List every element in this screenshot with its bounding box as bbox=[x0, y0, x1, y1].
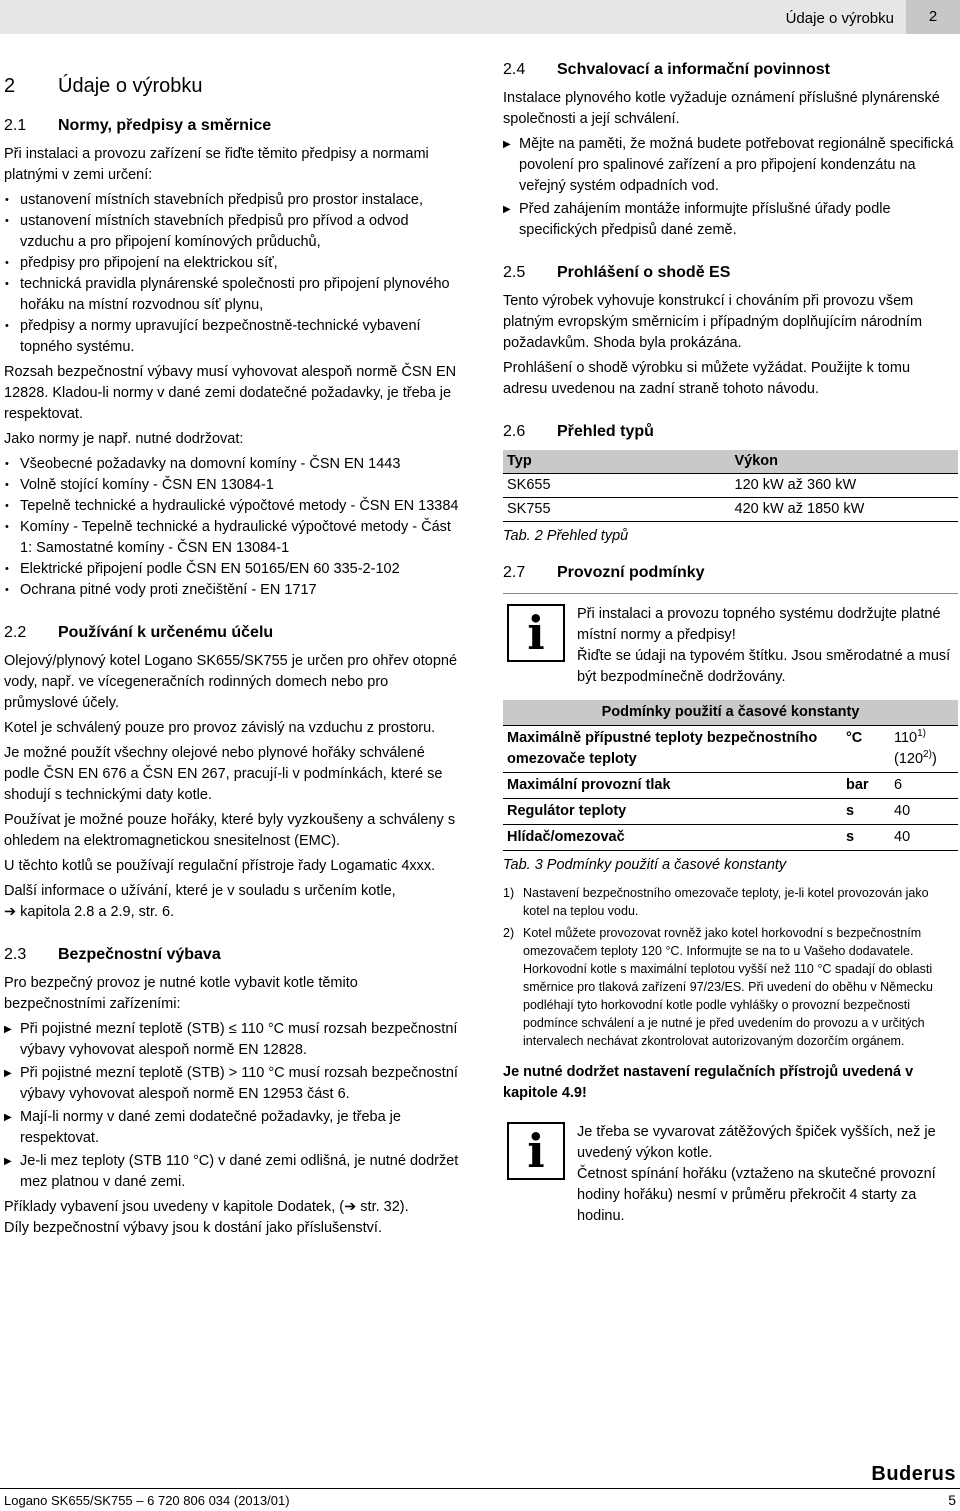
footer-divider bbox=[0, 1488, 960, 1489]
table-header-cell: Typ bbox=[503, 450, 731, 474]
section-2-3-heading: 2.3 Bezpečnostní výbava bbox=[4, 946, 221, 963]
paragraph: Při instalaci a provozu zařízení se řiďte těmito předpisy a normami platnými v zemi určení: bbox=[4, 146, 429, 183]
header-title: Údaje o výrobku bbox=[785, 10, 894, 27]
table-cell-label: Regulátor teploty bbox=[503, 799, 842, 825]
list-item: • Ochrana pitné vody proti znečištění - EN 1717 bbox=[4, 580, 462, 601]
conditions-table bbox=[503, 700, 958, 851]
table-cell-unit: °C bbox=[842, 726, 890, 773]
paragraph: Je možné použít všechny olejové nebo plynové hořáky schválené podle ČSN EN 676 a ČSN EN 267, pracují-li v podmínkách, které se shodují s technickými daty kotle. bbox=[4, 745, 443, 803]
table-cell-label: Hlídač/omezovač bbox=[503, 825, 842, 851]
section-2-4-heading: 2.4 Schvalovací a informační povinnost bbox=[503, 61, 830, 78]
note-text: Četnost spínání hořáku (vztaženo na skutečné provozní hodiny hořáku) nesmí v průměru překročit 4 starty za hodinu. bbox=[577, 1166, 936, 1224]
approval-list bbox=[503, 134, 958, 241]
table-row bbox=[503, 498, 958, 522]
footer-document-id: Logano SK655/SK755 – 6 720 806 034 (2013/01) bbox=[4, 1493, 290, 1508]
header-bar bbox=[0, 0, 960, 34]
info-note bbox=[503, 593, 958, 688]
table-cell: SK655 bbox=[503, 474, 731, 498]
table-caption: Tab. 2 Přehled typů bbox=[503, 528, 629, 544]
paragraph: Pro bezpečný provoz je nutné kotle vybavit kotle těmito bezpečnostními zařízeními: bbox=[4, 975, 358, 1012]
regulations-list bbox=[4, 190, 462, 358]
table-cell: 420 kW až 1850 kW bbox=[731, 498, 959, 522]
list-item: • Tepelně technické a hydraulické výpočtové metody - ČSN EN 13384 bbox=[4, 496, 462, 517]
left-column bbox=[4, 58, 462, 1243]
table-cell-unit: bar bbox=[842, 773, 890, 799]
list-item: • technická pravidla plynárenské společnosti pro připojení plynového hořáku na místní rozvodnou síť plynu, bbox=[4, 274, 462, 316]
table-cell-label: Maximální provozní tlak bbox=[503, 773, 842, 799]
note-text: Je třeba se vyvarovat zátěžových špiček vyšších, než je uvedený výkon kotle. bbox=[577, 1124, 936, 1161]
info-icon: i bbox=[507, 1122, 565, 1180]
paragraph: Používat je možné pouze hořáky, které byly vyzkoušeny a schváleny s ohledem na elektromagnetickou snesitelnost (EMC). bbox=[4, 812, 456, 849]
list-item: ▶ Mějte na paměti, že možná budete potřebovat regionálně specifická povolení pro spalinové zařízení a pro připojení kondenzátu na veřejný systém odpadních vod. bbox=[503, 134, 958, 197]
paragraph: Olejový/plynový kotel Logano SK655/SK755 je určen pro ohřev otopné vody, např. ve vícegeneračních rodinných domech nebo pro průmyslové účely. bbox=[4, 653, 458, 711]
paragraph: Rozsah bezpečnostní výbavy musí vyhovovat alespoň normě ČSN EN 12828. Kladou-li normy v dané zemi dodatečné požadavky, je třeba je respektovat. bbox=[4, 364, 457, 422]
list-item: ▶ Mají-li normy v dané zemi dodatečné požadavky, je třeba je respektovat. bbox=[4, 1107, 462, 1149]
list-item: ▶ Při pojistné mezní teplotě (STB) ≤ 110 °C musí rozsah bezpečnostní výbavy vyhovovat alespoň normě EN 12828. bbox=[4, 1019, 462, 1061]
table-cell: 120 kW až 360 kW bbox=[731, 474, 959, 498]
paragraph: Kotel je schválený pouze pro provoz závislý na vzduchu z prostoru. bbox=[4, 720, 436, 736]
chapter-number: 2 bbox=[906, 0, 960, 34]
bold-instruction: Je nutné dodržet nastavení regulačních přístrojů uvedená v kapitole 4.9! bbox=[503, 1064, 914, 1101]
section-2-5-heading: 2.5 Prohlášení o shodě ES bbox=[503, 264, 731, 281]
footnote: 2) Kotel můžete provozovat rovněž jako kotel horkovodní s bezpečnostním omezovačem teploty 120 °C. Informujte se na to u Vašeho dodavatele. Horkovodní kotle s maximální teplotou vyšší než 110 °C spadají do oblasti směrnice pro tlaková zařízení 97/23/ES. Při uvedení do oběhu v Německu podléhají tyto horkovodní kotle podle vyhlášky o provozní bezpečnosti podmínce schválení a je nutné je před uvedením do provozu a v určitých intervalech nechávat zkontrolovat autorizovaným dozorčím orgánem. bbox=[503, 926, 933, 1048]
safety-list bbox=[4, 1019, 462, 1193]
list-item: • ustanovení místních stavebních předpisů pro prostor instalace, bbox=[4, 190, 462, 211]
chapter-heading: 2 Údaje o výrobku bbox=[4, 75, 203, 97]
paragraph: U těchto kotlů se používají regulační přístroje řady Logamatic 4xxx. bbox=[4, 858, 436, 874]
note-text: Řiďte se údaji na typovém štítku. Jsou směrodatné a musí být bezpodmínečně dodržovány. bbox=[577, 648, 951, 685]
table-row bbox=[503, 799, 958, 825]
list-item: ▶ Je-li mez teploty (STB 110 °C) v dané zemi odlišná, je nutné dodržet mez platnou v dané zemi. bbox=[4, 1151, 462, 1193]
paragraph: Tento výrobek vyhovuje konstrukcí i chováním při provozu všem platným evropským směrnicím i případným doplňujícím národním požadavkům. Shoda byla prokázána. bbox=[503, 293, 923, 351]
note-text: Při instalaci a provozu topného systému dodržujte platné místní normy a předpisy! bbox=[577, 606, 941, 643]
table-cell: SK755 bbox=[503, 498, 731, 522]
list-item: • Volně stojící komíny - ČSN EN 13084-1 bbox=[4, 475, 462, 496]
table-cell-unit: s bbox=[842, 825, 890, 851]
table-cell-value: 40 bbox=[890, 799, 958, 825]
table-row bbox=[503, 825, 958, 851]
list-item: • předpisy pro připojení na elektrickou síť, bbox=[4, 253, 462, 274]
table-cell-label: Maximálně přípustné teploty bezpečnostního omezovače teploty bbox=[503, 726, 842, 773]
table-row bbox=[503, 474, 958, 498]
table-row bbox=[503, 726, 958, 773]
norms-list bbox=[4, 454, 462, 601]
right-column bbox=[503, 58, 958, 1231]
list-item: • Elektrické připojení podle ČSN EN 50165/EN 60 335-2-102 bbox=[4, 559, 462, 580]
section-2-2-heading: 2.2 Používání k určenému účelu bbox=[4, 624, 274, 641]
list-item: • ustanovení místních stavebních předpisů pro přívod a odvod vzduchu a pro připojení komínových průduchů, bbox=[4, 211, 462, 253]
table-cell-value: 6 bbox=[890, 773, 958, 799]
paragraph: Další informace o užívání, které je v souladu s určením kotle, bbox=[4, 883, 396, 899]
table-cell-unit: s bbox=[842, 799, 890, 825]
table-header-cell: Podmínky použití a časové konstanty bbox=[503, 700, 958, 726]
buderus-logo: Buderus bbox=[871, 1463, 956, 1485]
section-2-7-heading: 2.7 Provozní podmínky bbox=[503, 564, 705, 581]
section-2-1-heading: 2.1 Normy, předpisy a směrnice bbox=[4, 117, 272, 134]
paragraph: Příklady vybavení jsou uvedeny v kapitole Dodatek, (➔ str. 32). bbox=[4, 1199, 409, 1215]
table-row bbox=[503, 773, 958, 799]
list-item: • předpisy a normy upravující bezpečnostně-technické vybavení topného systému. bbox=[4, 316, 462, 358]
paragraph: Díly bezpečnostní výbavy jsou k dostání jako příslušenství. bbox=[4, 1220, 382, 1236]
table-header-row bbox=[503, 700, 958, 726]
footnote: 1) Nastavení bezpečnostního omezovače teploty, je-li kotel provozován jako kotel na teplou vodu. bbox=[503, 886, 929, 918]
table-header-cell: Výkon bbox=[731, 450, 959, 474]
info-note bbox=[503, 1112, 958, 1227]
paragraph: Prohlášení o shodě výrobku si můžete vyžádat. Použijte k tomu adresu uvedenou na zadní straně tohoto návodu. bbox=[503, 360, 911, 397]
paragraph: Instalace plynového kotle vyžaduje oznámení příslušné plynárenské společnosti a její schválení. bbox=[503, 90, 940, 127]
page-number: 5 bbox=[948, 1492, 956, 1508]
paragraph: Jako normy je např. nutné dodržovat: bbox=[4, 431, 244, 447]
list-item: ▶ Při pojistné mezní teplotě (STB) > 110 °C musí rozsah bezpečnostní výbavy vyhovovat alespoň normě EN 12953 část 6. bbox=[4, 1063, 462, 1105]
list-item: • Komíny - Tepelně technické a hydraulické výpočtové metody - Část 1: Samostatné komíny - ČSN EN 13084-1 bbox=[4, 517, 462, 559]
section-2-6-heading: 2.6 Přehled typů bbox=[503, 423, 654, 440]
table-caption: Tab. 3 Podmínky použití a časové konstanty bbox=[503, 857, 787, 873]
table-cell-value: 40 bbox=[890, 825, 958, 851]
table-header-row bbox=[503, 450, 958, 474]
info-icon: i bbox=[507, 604, 565, 662]
types-table bbox=[503, 450, 958, 522]
list-item: • Všeobecné požadavky na domovní komíny - ČSN EN 1443 bbox=[4, 454, 462, 475]
cross-reference-link[interactable]: ➔ kapitola 2.8 a 2.9, str. 6. bbox=[4, 904, 175, 920]
table-cell-value: 110$^{1)}$ (120$^{2)}$) bbox=[890, 726, 958, 773]
list-item: ▶ Před zahájením montáže informujte příslušné úřady podle specifických předpisů dané země. bbox=[503, 199, 958, 241]
